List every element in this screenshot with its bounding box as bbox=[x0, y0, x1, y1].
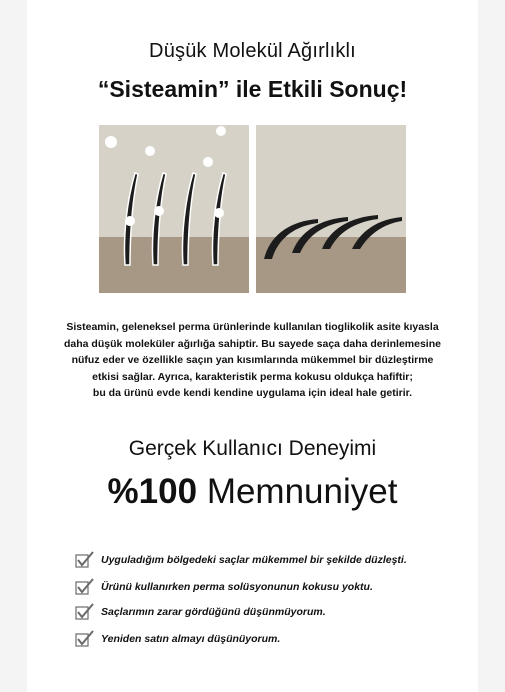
upright-hair-illustration bbox=[99, 125, 249, 293]
description-line: bu da ürünü evde kendi kendine uygulama için ideal hale getirir. bbox=[92, 387, 413, 399]
heading-line-1: Düşük Molekül Ağırlıklı bbox=[149, 40, 356, 62]
satisfaction-percent: %100 bbox=[107, 472, 198, 511]
experience-heading: Gerçek Kullanıcı Deneyimi bbox=[128, 437, 377, 460]
satisfaction-headline bbox=[27, 472, 478, 512]
heading-line-2: “Sisteamin” ile Etkili Sonuç! bbox=[97, 76, 408, 102]
description-line: etkisi sağlar. Ayrıca, karakteristik perma kokusu oldukça hafiftir; bbox=[92, 370, 413, 383]
satisfaction-word: Memnuniyet bbox=[206, 472, 398, 511]
product-info-sheet bbox=[27, 0, 478, 692]
flattened-hair-illustration bbox=[256, 125, 406, 293]
checklist-item bbox=[75, 629, 280, 649]
checklist-item bbox=[75, 602, 326, 622]
checkbox-checked-icon bbox=[75, 578, 95, 596]
description-line: nüfuz eder ve özellikle saçın yan kısımlarında mükemmel bir düzleştirme bbox=[71, 354, 434, 366]
checklist-item-text: Saçlarımın zarar gördüğünü düşünmüyorum. bbox=[101, 606, 326, 618]
checkbox-checked-icon bbox=[75, 630, 95, 648]
checkbox-checked-icon bbox=[75, 603, 95, 621]
checklist-item bbox=[75, 550, 407, 570]
checklist-item-text: Ürünü kullanırken perma solüsyonunun kokusu yoktu. bbox=[101, 581, 373, 593]
checkbox-checked-icon bbox=[75, 551, 95, 569]
checklist-item-text: Uyguladığım bölgedeki saçlar mükemmel bir şekilde düzleşti. bbox=[101, 554, 407, 566]
description-paragraph bbox=[27, 319, 478, 402]
checklist-item bbox=[75, 577, 373, 597]
description-line: daha düşük moleküler ağırlığa sahiptir. Bu sayede saça daha derinlemesine bbox=[64, 337, 441, 350]
checklist-item-text: Yeniden satın almayı düşünüyorum. bbox=[101, 633, 281, 645]
description-line: Sisteamin, geleneksel perma ürünlerinde kullanılan tioglikolik asite kıyasla bbox=[66, 321, 439, 333]
